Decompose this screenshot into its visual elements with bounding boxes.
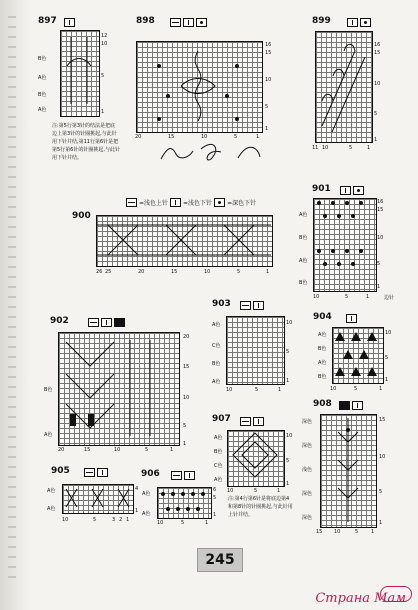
side-label: B色: [318, 374, 327, 380]
col-5: 5: [237, 269, 241, 275]
pattern-number-904: 904: [313, 312, 332, 322]
symbol-box: [240, 417, 251, 426]
binding-holes: [8, 16, 16, 586]
col-20: 20: [58, 447, 65, 453]
col-10: 10: [157, 520, 164, 526]
side-label: B色: [299, 280, 308, 286]
col-15: 15: [168, 134, 175, 140]
col-5: 5: [355, 529, 359, 535]
row-5: 5: [385, 355, 389, 361]
col-20: 20: [138, 269, 145, 275]
col-5: 5: [145, 447, 149, 453]
col-5: 5: [93, 517, 97, 523]
legend-text: =浅色上针: [139, 199, 169, 207]
symbol-box: [339, 401, 350, 410]
side-label: 深色: [302, 443, 313, 449]
row-5: 5: [374, 111, 378, 117]
col-1: 1: [266, 269, 270, 275]
side-label: B色: [318, 346, 327, 352]
side-label: A色: [47, 488, 56, 494]
col-10: 10: [226, 387, 233, 393]
symbol-legend-905: [84, 468, 108, 476]
side-label: A色: [214, 435, 223, 441]
legend-text: =深色下针: [227, 199, 257, 207]
col-15: 15: [84, 447, 91, 453]
symbol-box: [353, 186, 364, 195]
symbol-box: [101, 318, 112, 327]
dot-pattern-906: [157, 487, 210, 517]
row-15: 15: [183, 364, 190, 370]
col-5: 5: [345, 294, 349, 300]
side-label: A色: [214, 477, 223, 483]
col-1: 1: [256, 134, 260, 140]
col-10: 10: [313, 294, 320, 300]
row-15: 15: [379, 417, 386, 423]
row-16: 16: [377, 199, 384, 205]
dark-stitch-block: [70, 414, 76, 426]
pattern-number-907: 907: [212, 414, 231, 424]
row-10: 10: [183, 395, 190, 401]
row-16: 16: [265, 42, 272, 48]
symbol-legend-908: [339, 401, 363, 409]
leaf-pattern-904: [332, 327, 382, 382]
row-10: 10: [265, 77, 272, 83]
row-10: 10: [385, 330, 392, 336]
side-label: 深色: [302, 515, 313, 521]
side-label: B色: [299, 235, 308, 241]
side-label: C色: [212, 343, 221, 349]
symbol-legend-897: [64, 18, 75, 26]
col-10: 10: [62, 517, 69, 523]
pattern-number-900: 900: [72, 211, 91, 221]
col-1: 1: [126, 517, 130, 523]
side-label: A色: [318, 360, 327, 366]
row-1: 1: [379, 520, 383, 526]
col-26: 26: [96, 269, 103, 275]
side-label: B色: [214, 449, 223, 455]
stitch-lines-897: [64, 34, 94, 110]
col-1: 1: [205, 520, 209, 526]
col-5: 5: [349, 145, 353, 151]
symbol-box: [184, 471, 195, 480]
row-5: 5: [286, 458, 290, 464]
row-5: 5: [101, 73, 105, 79]
side-label: A色: [212, 322, 221, 328]
row-10: 10: [377, 235, 384, 241]
col-3: 3: [112, 517, 116, 523]
row-5: 5: [213, 495, 217, 501]
side-label: A色: [38, 75, 47, 81]
pattern-number-906: 906: [141, 469, 160, 479]
pattern-note-897: 注:第5行第3针的结法是把底边上第3针的针圈挑起,与此针用下针并结,第11行第6针是把第5行第6针的针圈挑起,与此针用下针并结。: [52, 123, 120, 161]
dot-pattern-901: [313, 198, 375, 290]
col-1: 1: [170, 447, 174, 453]
row-15: 15: [377, 207, 384, 213]
side-label: A色: [318, 332, 327, 338]
col-1: 1: [379, 386, 383, 392]
row-10: 10: [374, 81, 381, 87]
row-4: 4: [135, 486, 139, 492]
symbol-box: [340, 186, 351, 195]
side-label: B色: [38, 92, 47, 98]
pattern-number-905: 905: [51, 466, 70, 476]
cable-pattern-902: [58, 332, 178, 444]
symbol-legend-900: [126, 198, 256, 206]
col-10: 10: [227, 488, 234, 494]
row-12: 12: [101, 33, 108, 39]
symbol-legend-907: [240, 417, 264, 425]
col-5: 5: [255, 387, 259, 393]
symbol-legend-901: [340, 186, 364, 194]
symbol-box: [126, 198, 137, 207]
col-10: 10: [204, 269, 211, 275]
pattern-number-901: 901: [312, 184, 331, 194]
col-1: 1: [371, 529, 375, 535]
symbol-box: [170, 18, 181, 27]
row-15: 15: [265, 50, 272, 56]
pattern-number-898: 898: [136, 16, 155, 26]
row-10: 10: [286, 320, 293, 326]
symbol-legend-903: [240, 301, 264, 309]
symbol-legend-904: [346, 314, 357, 322]
symbol-box: [347, 18, 358, 27]
side-label: B色: [44, 387, 53, 393]
symbol-box: [196, 18, 207, 27]
side-label: B色: [38, 56, 47, 62]
symbol-box: [84, 468, 95, 477]
side-label: A色: [142, 511, 151, 517]
symbol-box: [214, 198, 225, 207]
row-1: 1: [101, 109, 105, 115]
symbol-box: [253, 301, 264, 310]
row-5: 5: [377, 261, 381, 267]
col-15: 15: [171, 269, 178, 275]
row-10: 10: [101, 41, 108, 47]
symbol-box: [88, 318, 99, 327]
binding-strip: [0, 0, 30, 610]
symbol-box: [346, 314, 357, 323]
row-5: 5: [379, 489, 383, 495]
side-label: A色: [47, 506, 56, 512]
symbol-box: [97, 468, 108, 477]
symbol-legend-898: [170, 18, 207, 26]
col-10: 10: [330, 386, 337, 392]
pattern-number-903: 903: [212, 299, 231, 309]
side-label: A色: [44, 432, 53, 438]
symbol-box: [183, 18, 194, 27]
edge-stitch-label: 边针: [384, 295, 395, 301]
side-label: A色: [38, 107, 47, 113]
row-10: 10: [379, 454, 386, 460]
col-5: 5: [354, 386, 358, 392]
row-1: 1: [377, 284, 381, 290]
symbol-box: [170, 198, 181, 207]
side-label: A色: [299, 212, 308, 218]
pattern-note-907: 注:第4行第6针是将底边第4和第8针的针圈挑起,与此针用上针并结。: [228, 496, 293, 518]
diagonal-loops-899: [315, 31, 371, 141]
col-25: 25: [105, 269, 112, 275]
row-16: 16: [374, 42, 381, 48]
legend-text: =浅色下针: [183, 199, 213, 207]
col-15: 15: [316, 529, 323, 535]
symbol-box: [114, 318, 125, 327]
diamond-pattern-907: [227, 430, 283, 485]
col-5: 5: [254, 488, 258, 494]
flower-motif-898: [136, 41, 261, 131]
row-20: 20: [183, 334, 190, 340]
col-5: 5: [234, 134, 238, 140]
symbol-box: [253, 417, 264, 426]
row-1: 1: [286, 481, 290, 487]
row-1: 1: [135, 508, 139, 514]
pattern-number-897: 897: [38, 16, 57, 26]
symbol-legend-902: [88, 318, 125, 326]
twist-pattern-905: [62, 484, 132, 512]
col-5: 5: [181, 520, 185, 526]
row-10: 10: [286, 433, 293, 439]
row-5: 5: [183, 423, 187, 429]
col-1: 1: [277, 488, 281, 494]
row-1: 1: [265, 126, 269, 132]
symbol-box: [352, 401, 363, 410]
col-10: 10: [201, 134, 208, 140]
side-label: C色: [214, 463, 223, 469]
pattern-number-902: 902: [50, 316, 69, 326]
symbol-box: [171, 471, 182, 480]
symbol-box: [240, 301, 251, 310]
row-6: 6: [213, 487, 217, 493]
pattern-number-908: 908: [313, 399, 332, 409]
row-15: 15: [374, 50, 381, 56]
chart-903: [226, 316, 285, 385]
row-5: 5: [286, 349, 290, 355]
vertical-motif-908: [320, 414, 375, 526]
cable-lines-900: [96, 215, 271, 265]
row-1: 1: [286, 378, 290, 384]
symbol-legend-906: [171, 471, 195, 479]
row-1: 1: [213, 512, 217, 518]
symbol-box: [360, 18, 371, 27]
symbol-legend-899: [347, 18, 371, 26]
col-1: 1: [366, 294, 370, 300]
side-label: A色: [142, 491, 151, 497]
page-number: 245: [197, 548, 243, 572]
side-label: 浅色: [302, 467, 313, 473]
side-label: B色: [212, 361, 221, 367]
side-label: 深色: [302, 491, 313, 497]
row-1: 1: [374, 137, 378, 143]
side-label: A色: [299, 258, 308, 264]
row-1: 1: [385, 377, 389, 383]
side-label: 深色: [302, 419, 313, 425]
knot-diagrams-898: [156, 139, 268, 165]
col-20: 20: [135, 134, 142, 140]
col-2: 2: [119, 517, 123, 523]
dark-stitch-block: [88, 414, 94, 426]
col-10: 10: [322, 145, 329, 151]
col-10: 10: [114, 447, 121, 453]
symbol-box: [64, 18, 75, 27]
col-11: 11: [312, 145, 319, 151]
watermark-text: Страна Мам: [315, 591, 406, 606]
side-label: A色: [212, 379, 221, 385]
col-1: 1: [367, 145, 371, 151]
col-10: 10: [334, 529, 341, 535]
row-1: 1: [183, 441, 187, 447]
row-5: 5: [265, 104, 269, 110]
pattern-number-899: 899: [312, 16, 331, 26]
col-1: 1: [278, 387, 282, 393]
